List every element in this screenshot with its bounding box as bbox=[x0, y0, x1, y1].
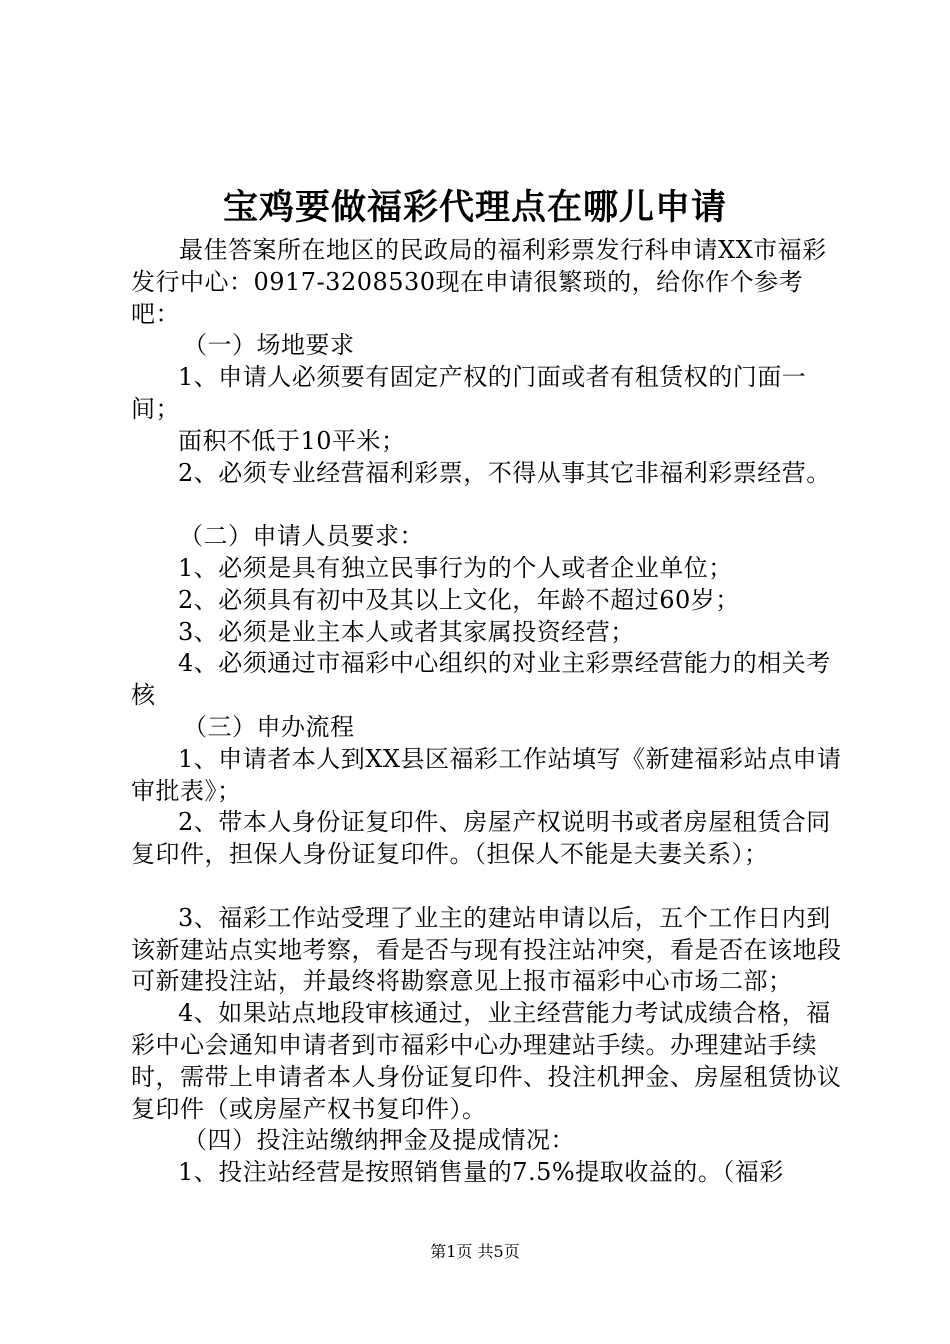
paragraph-venue-1: 1、申请人必须要有固定产权的门面或者有租赁权的门面一间； bbox=[131, 363, 807, 423]
paragraph-process-2: 2、带本人身份证复印件、房屋产权说明书或者房屋租赁合同复印件，担保人身份证复印件。（担保人不能是夫妻关系）； bbox=[131, 808, 831, 869]
page-footer: 第1页 共5页 bbox=[430, 1242, 520, 1261]
document-body bbox=[131, 235, 843, 1189]
paragraph-applicant-1: 1、必须是具有独立民事行为的个人或者企业单位； bbox=[178, 553, 733, 582]
paragraph-process-1: 1、申请者本人到XX县区福彩工作站填写《新建福彩站点申请审批表》； bbox=[131, 744, 842, 805]
section-heading-venue: （一）场地要求 bbox=[183, 331, 355, 360]
paragraph-deposit-1: 1、投注站经营是按照销售量的7.5%提取收益的。（福彩 bbox=[178, 1158, 784, 1187]
document-title: 宝鸡要做福彩代理点在哪儿申请 bbox=[222, 187, 727, 228]
blank-line bbox=[131, 489, 843, 521]
paragraph-venue-area: 面积不低于10平米； bbox=[178, 426, 406, 455]
paragraph-venue-2: 2、必须专业经营福利彩票，不得从事其它非福利彩票经营。 bbox=[178, 458, 831, 487]
section-heading-process: （三）申办流程 bbox=[183, 712, 355, 741]
paragraph-intro: 最佳答案所在地区的民政局的福利彩票发行科申请XX市福彩发行中心：0917-3208530现在申请很繁琐的，给你作个参考吧： bbox=[131, 236, 827, 328]
paragraph-process-3: 3、福彩工作站受理了业主的建站申请以后，五个工作日内到该新建站点实地考察，看是否与现有投注站冲突，看是否在该地段可新建投注站，并最终将勘察意见上报市福彩中心市场二部； bbox=[131, 903, 842, 996]
blank-line bbox=[131, 871, 843, 903]
paragraph-applicant-4: 4、必须通过市福彩中心组织的对业主彩票经营能力的相关考核 bbox=[131, 649, 831, 710]
section-heading-deposit: （四）投注站缴纳押金及提成情况： bbox=[183, 1126, 575, 1155]
paragraph-process-4: 4、如果站点地段审核通过，业主经营能力考试成绩合格，福彩中心会通知申请者到市福彩中心办理建站手续。办理建站手续时，需带上申请者本人身份证复印件、投注机押金、房屋租赁协议复印件（或房屋产权书复印件）。 bbox=[131, 999, 842, 1123]
paragraph-applicant-3: 3、必须是业主本人或者其家属投资经营； bbox=[178, 617, 635, 646]
section-heading-applicant: （二）申请人员要求： bbox=[179, 522, 424, 551]
paragraph-applicant-2: 2、必须具有初中及其以上文化，年龄不超过60岁； bbox=[178, 585, 740, 614]
